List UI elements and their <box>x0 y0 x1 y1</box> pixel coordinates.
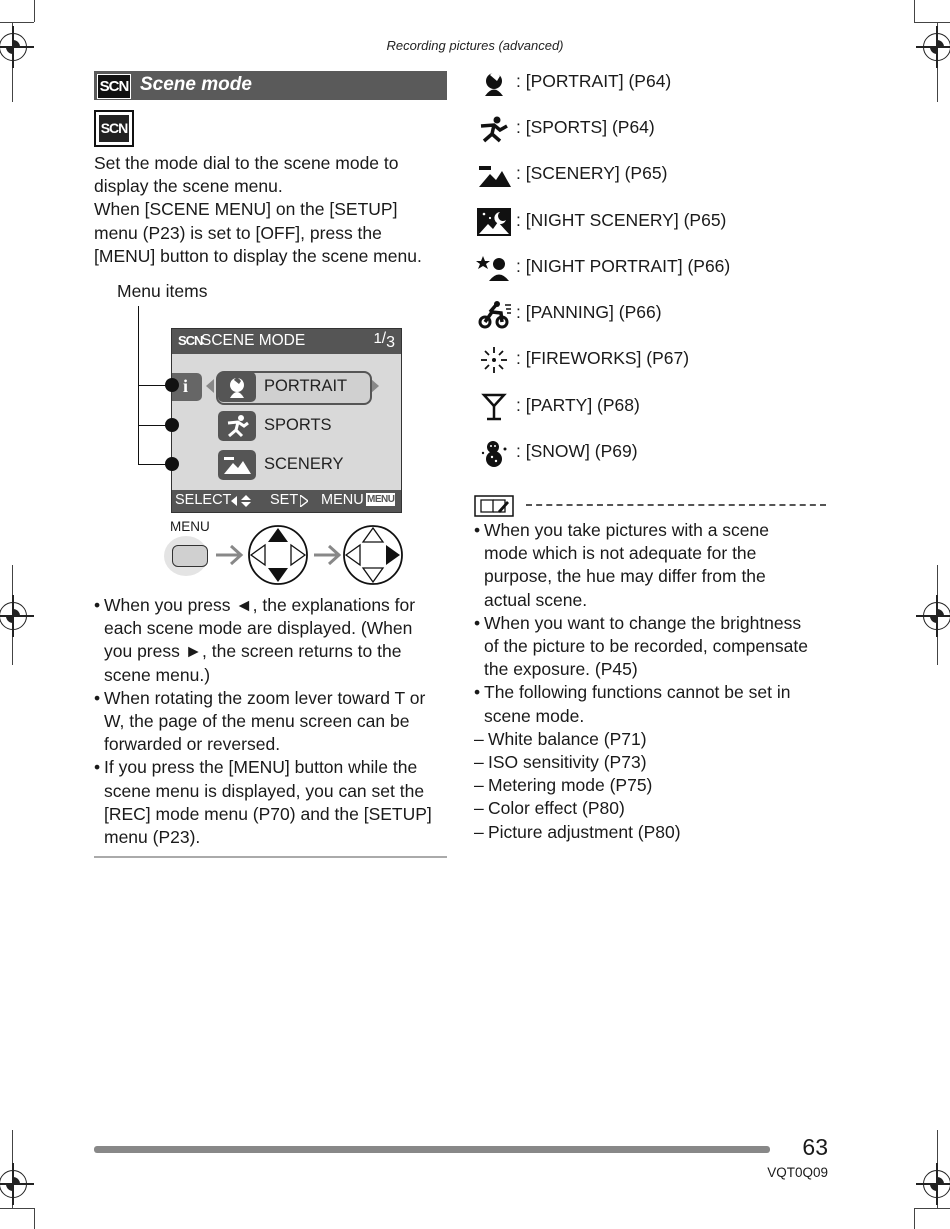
list-item: • When you want to change the brightness of the picture to be recorded, compensate the exposure. (P45) <box>474 612 834 682</box>
notes-section <box>474 519 834 844</box>
cursor-pad-up-down-icon <box>246 524 310 586</box>
party-icon <box>476 392 512 422</box>
callout-dot <box>165 418 179 432</box>
menu-button-label: MENU <box>170 519 210 534</box>
note-divider <box>526 504 826 506</box>
crop-mark <box>914 0 915 22</box>
night-portrait-icon <box>476 253 512 283</box>
crop-mark <box>0 22 34 23</box>
callout-dot <box>165 378 179 392</box>
menu-button-icon <box>172 545 208 567</box>
running-header: Recording pictures (advanced) <box>386 38 564 53</box>
crop-mark <box>914 1208 950 1209</box>
select-arrows-icon <box>231 494 255 508</box>
portrait-icon <box>476 68 512 98</box>
cursor-pad-right-icon <box>341 524 405 586</box>
list-item: • The following functions cannot be set in scene mode. – White balance (P71) – ISO sensitivity (P73) – Metering mode (P75) – Color effect (P80) – Picture adjustment (P80) <box>474 681 834 843</box>
lcd-footer: SELECT SET MENU MENU <box>172 490 401 512</box>
arrow-right-icon <box>312 542 342 568</box>
crop-mark <box>914 22 950 23</box>
portrait-icon <box>218 372 256 402</box>
sub-list-item: – Metering mode (P75) <box>474 774 834 797</box>
night-scenery-icon <box>476 207 512 237</box>
info-icon: i <box>183 376 189 396</box>
scn-icon: SCN <box>97 74 131 99</box>
arrow-right-icon <box>214 542 244 568</box>
registration-mark-icon <box>923 1170 950 1198</box>
set-arrow-icon <box>300 495 308 507</box>
sub-list-item: – ISO sensitivity (P73) <box>474 751 834 774</box>
lcd-item-scenery[interactable]: SCENERY <box>218 450 368 480</box>
menu-badge: MENU <box>367 494 395 505</box>
note-icon <box>474 495 514 517</box>
mode-dial-scn-icon: SCN <box>94 110 134 147</box>
registration-mark-icon <box>0 602 27 630</box>
lcd-item-sports[interactable]: SPORTS <box>218 411 368 441</box>
registration-mark-icon <box>923 602 950 630</box>
scenery-icon <box>476 160 512 190</box>
list-item: • When rotating the zoom lever toward T or W, the page of the menu screen can be forwarded or reversed. <box>94 687 449 757</box>
page-indicator: 1/3 <box>373 330 395 351</box>
lcd-item-portrait[interactable]: PORTRAIT <box>218 372 368 402</box>
panning-icon <box>476 299 512 329</box>
crop-mark <box>0 1208 34 1209</box>
footer-bar <box>94 1146 770 1153</box>
scn-icon: SCN <box>178 333 203 348</box>
crop-mark <box>34 1208 35 1229</box>
section-title: Scene mode <box>140 74 252 95</box>
list-item: • When you press ◄, the explanations for each scene mode are displayed. (When you press ►, the screen returns to the scene menu.) <box>94 594 449 687</box>
intro-paragraph: Set the mode dial to the scene mode to display the scene menu. When [SCENE MENU] on the [SETUP] menu (P23) is set to [OFF], press the [MENU] button to display the scene menu. <box>94 153 422 266</box>
crop-mark <box>34 0 35 22</box>
scenery-icon <box>218 450 256 480</box>
fireworks-icon <box>476 345 512 375</box>
registration-mark-icon <box>0 1170 27 1198</box>
callout-dot <box>165 457 179 471</box>
left-arrow-icon <box>206 379 214 393</box>
section-title-bar <box>94 71 447 100</box>
right-arrow-icon <box>371 379 379 393</box>
list-item: • If you press the [MENU] button while the scene menu is displayed, you can set the [REC] mode menu (P70) and the [SETUP] menu (P23). <box>94 756 449 849</box>
sports-icon <box>218 411 256 441</box>
sports-icon <box>476 114 512 144</box>
page-number: 63 <box>802 1134 828 1160</box>
sub-list-item: – Color effect (P80) <box>474 797 834 820</box>
sub-list-item: – Picture adjustment (P80) <box>474 821 834 844</box>
scene-menu-screen <box>171 328 402 513</box>
sub-list-item: – White balance (P71) <box>474 728 834 751</box>
lcd-title: SCENE MODE <box>201 332 306 349</box>
left-bullet-list <box>94 594 449 849</box>
menu-items-label: Menu items <box>117 281 208 301</box>
snow-icon <box>476 438 512 468</box>
section-divider <box>94 856 447 858</box>
list-item: • When you take pictures with a scene mode which is not adequate for the purpose, the hue may differ from the actual scene. <box>474 519 834 612</box>
lcd-title-bar <box>172 329 401 354</box>
crop-mark <box>914 1208 915 1229</box>
document-code: VQT0Q09 <box>767 1165 828 1180</box>
